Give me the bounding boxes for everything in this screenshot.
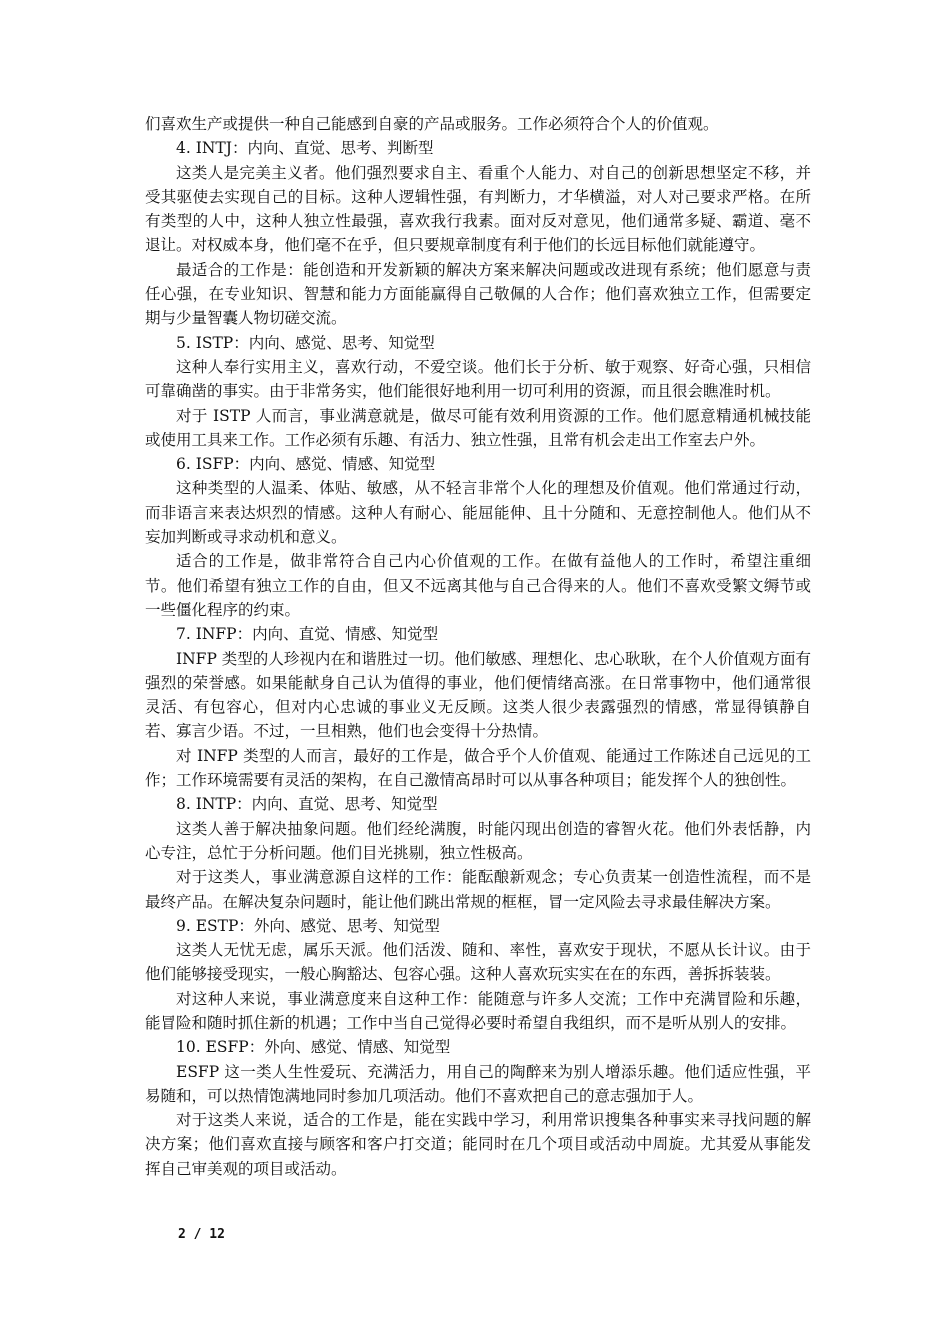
- paragraph: ESFP 这一类人生性爱玩、充满活力，用自己的陶醉来为别人增添乐趣。他们适应性强，平易随和，可以热情饱满地同时参加几项活动。他们不喜欢把自己的意志强加于人。: [145, 1062, 811, 1105]
- heading-isfp: 6. ISFP：内向、感觉、情感、知觉型: [176, 455, 436, 474]
- heading-intj: 4. INTJ：内向、直觉、思考、判断型: [176, 139, 434, 158]
- paragraph: 这类人善于解决抽象问题。他们经纶满腹，时能闪现出创造的睿智火花。他们外表恬静，内心专注，总忙于分析问题。他们目光挑剔，独立性极高。: [145, 819, 811, 862]
- document-body: [145, 112, 811, 1181]
- paragraph: 这类人无忧无虑，属乐天派。他们活泼、随和、率性，喜欢安于现状，不愿从长计议。由于他们能够接受现实，一般心胸豁达、包容心强。这种人喜欢玩实实在在的东西，善拆拆装装。: [145, 941, 811, 984]
- paragraph: 适合的工作是，做非常符合自己内心价值观的工作。在做有益他人的工作时，希望注重细节。他们希望有独立工作的自由，但又不远离其他与自己合得来的人。他们不喜欢受繁文缛节或一些僵化程序的约束。: [145, 552, 811, 619]
- paragraph: 对 INFP 类型的人而言，最好的工作是，做合乎个人价值观、能通过工作陈述自己远见的工作；工作环境需要有灵活的架构，在自己激情高昂时可以从事各种项目；能发挥个人的独创性。: [145, 746, 811, 790]
- page-number: 2 / 12: [178, 1227, 225, 1242]
- paragraph: INFP 类型的人珍视内在和谐胜过一切。他们敏感、理想化、忠心耿耿，在个人价值观方面有强烈的荣誉感。如果能献身自己认为值得的事业，他们便情绪高涨。在日常事物中，他们通常很灵活、有包容心，但对内心忠诚的事业义无反顾。这类人很少表露强烈的情感，常显得镇静自若、寡言少语。不过，一旦相熟，他们也会变得十分热情。: [145, 649, 811, 741]
- paragraph: 对这种人来说，事业满意度来自这种工作：能随意与许多人交流；工作中充满冒险和乐趣，能冒险和随时抓住新的机遇；工作中当自己觉得必要时希望自我组织，而不是听从别人的安排。: [145, 989, 811, 1032]
- paragraph: 对于这类人，事业满意源自这样的工作：能酝酿新观念；专心负责某一创造性流程，而不是最终产品。在解决复杂问题时，能让他们跳出常规的框框，冒一定风险去寻求最佳解决方案。: [145, 868, 811, 911]
- paragraph: 对于 ISTP 人而言，事业满意就是，做尽可能有效利用资源的工作。他们愿意精通机械技能或使用工具来工作。工作必须有乐趣、有活力、独立性强，且常有机会走出工作室去户外。: [145, 406, 811, 449]
- heading-istp: 5. ISTP：内向、感觉、思考、知觉型: [176, 333, 435, 352]
- heading-estp: 9. ESTP：外向、感觉、思考、知觉型: [176, 916, 440, 935]
- heading-esfp: 10. ESFP：外向、感觉、情感、知觉型: [176, 1038, 451, 1057]
- heading-infp: 7. INFP：内向、直觉、情感、知觉型: [176, 625, 439, 644]
- paragraph: 这种人奉行实用主义，喜欢行动，不爱空谈。他们长于分析、敏于观察、好奇心强，只相信可靠确凿的事实。由于非常务实，他们能很好地利用一切可利用的资源，而且很会瞧准时机。: [145, 357, 811, 401]
- paragraph: 这类人是完美主义者。他们强烈要求自主、看重个人能力、对自己的创新思想坚定不移，并受其驱使去实现自己的目标。这种人逻辑性强，有判断力，才华横溢，对人对己要求严格。在所有类型的人中，这种人独立性最强，喜欢我行我素。面对反对意见，他们通常多疑、霸道、毫不退让。对权威本身，他们毫不在乎，但只要规章制度有利于他们的长远目标他们就能遵守。: [145, 163, 811, 255]
- paragraph: 对于这类人来说，适合的工作是，能在实践中学习，利用常识搜集各种事实来寻找问题的解决方案；他们喜欢直接与顾客和客户打交道；能同时在几个项目或活动中周旋。尤其爱从事能发挥自己审美观的项目或活动。: [145, 1111, 811, 1178]
- paragraph: 们喜欢生产或提供一种自己能感到自豪的产品或服务。工作必须符合个人的价值观。: [145, 115, 719, 133]
- paragraph: 最适合的工作是：能创造和开发新颖的解决方案来解决问题或改进现有系统；他们愿意与责任心强，在专业知识、智慧和能力方面能赢得自己敬佩的人合作；他们喜欢独立工作，但需要定期与少量智囊人物切磋交流。: [145, 260, 811, 328]
- heading-intp: 8. INTP：内向、直觉、思考、知觉型: [176, 795, 438, 814]
- paragraph: 这种类型的人温柔、体贴、敏感，从不轻言非常个人化的理想及价值观。他们常通过行动，而非语言来表达炽烈的情感。这种人有耐心、能屈能伸、且十分随和、无意控制他人。他们从不妄加判断或寻求动机和意义。: [145, 479, 811, 547]
